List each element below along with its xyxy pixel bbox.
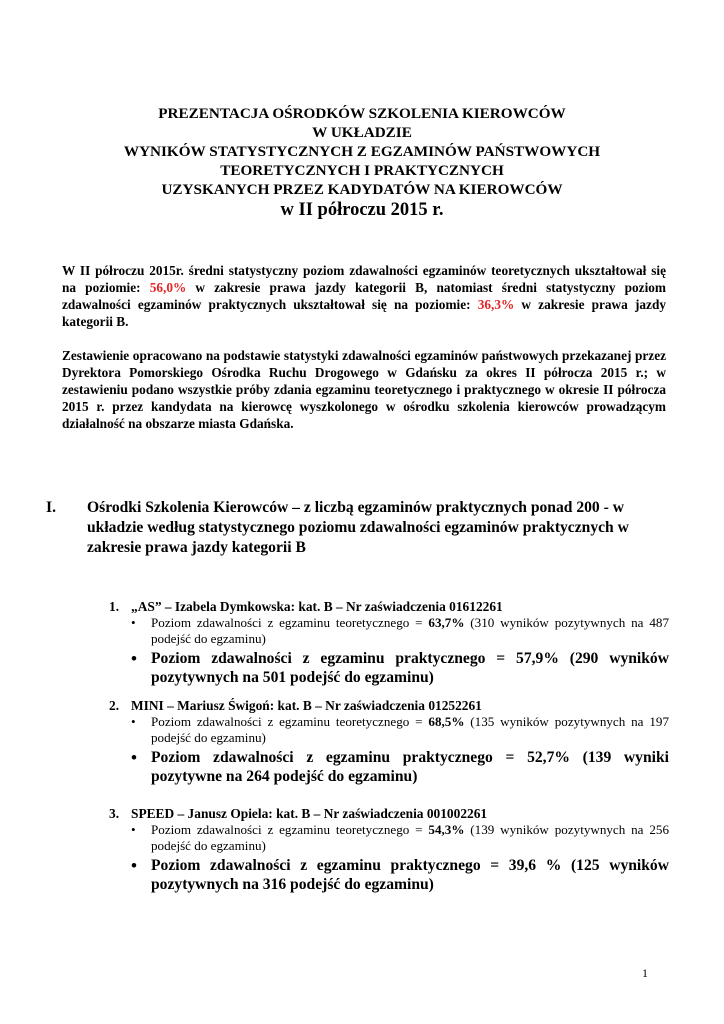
theory-value: 63,7% — [428, 615, 465, 630]
section-number: I. — [46, 499, 56, 516]
theory-result — [131, 822, 669, 854]
item-number: 1. — [109, 599, 120, 614]
theory-text-a: Poziom zdawalności z egzaminu teoretycznego = — [151, 714, 429, 729]
practice-text: Poziom zdawalności z egzaminu praktycznego = 39,6 % (125 wyników pozytywnych na 316 podejść do egzaminu) — [151, 857, 669, 893]
theory-text-b: (310 wyników pozytywnych na 487 podejść do egzaminu) — [151, 615, 669, 646]
school-heading — [109, 697, 669, 714]
theory-text-b: (135 wyników pozytywnych na 197 podejść do egzaminu) — [151, 714, 669, 745]
bullet-icon: • — [131, 615, 136, 630]
school-name: SPEED – Janusz Opiela: kat. B – Nr zaświadczenia 001002261 — [131, 806, 488, 821]
bullet-icon: • — [131, 649, 137, 668]
document-title — [60, 104, 664, 222]
theory-value: 54,3% — [428, 822, 465, 837]
intro-text-b: w zakresie prawa jazdy kategorii B, natomiast średni statystyczny poziom zdawalności egzaminów praktycznych ukształtował się na poziomie: — [62, 280, 666, 313]
bullet-icon: • — [131, 714, 136, 729]
title-line-2: W UKŁADZIE — [312, 124, 412, 141]
practice-result — [131, 856, 669, 894]
title-line-5: UZYSKANYCH PRZEZ KADYDATÓW NA KIEROWCÓW — [161, 181, 563, 198]
list-item — [109, 697, 669, 786]
list-item — [109, 598, 669, 687]
bullet-icon: • — [131, 748, 137, 767]
item-number: 2. — [109, 698, 120, 713]
theory-text-a: Poziom zdawalności z egzaminu teoretycznego = — [151, 615, 429, 630]
practice-average-value: 36,3% — [477, 297, 515, 313]
list-item — [109, 805, 669, 894]
intro-text-c: w zakresie prawa jazdy kategorii B. — [62, 297, 666, 330]
title-line-1: PREZENTACJA OŚRODKÓW SZKOLENIA KIEROWCÓW — [158, 105, 566, 122]
section-heading — [46, 498, 676, 558]
bullet-icon: • — [131, 856, 137, 875]
intro-paragraph-method: Zestawienie opracowano na podstawie statystyki zdawalności egzaminów państwowych przekazanej przez Dyrektora Pomorskiego Ośrodka Ruchu Drogowego w Gdańsku za okres II półrocza 2015 r.; w zestawieniu podano wszystkie próby zdania egzaminu teoretycznego i praktycznego w okresie II półrocza 2015 r. przez kandydata na kierowcę wyszkolonego w ośrodku szkolenia kierowców prowadzącym działalność na obszarze miasta Gdańska. — [62, 348, 666, 432]
page-number: 1 — [642, 966, 648, 980]
practice-result — [131, 649, 669, 687]
school-name: „AS” – Izabela Dymkowska: kat. B – Nr zaświadczenia 01612261 — [131, 599, 503, 614]
theory-result — [131, 714, 669, 746]
practice-result — [131, 748, 669, 786]
theory-value: 68,5% — [428, 714, 465, 729]
theory-text-a: Poziom zdawalności z egzaminu teoretycznego = — [151, 822, 429, 837]
bullet-icon: • — [131, 822, 136, 837]
title-period: w II półroczu 2015 r. — [280, 200, 444, 220]
item-number: 3. — [109, 806, 120, 821]
theory-result — [131, 615, 669, 647]
intro-text-a: W II półroczu 2015r. średni statystyczny poziom zdawalności egzaminów teoretycznych ukształtował się na poziomie: — [62, 263, 666, 296]
intro-paragraph-averages — [62, 262, 666, 330]
school-heading — [109, 598, 669, 615]
theory-text-b: (139 wyników pozytywnych na 256 podejść do egzaminu) — [151, 822, 669, 853]
title-line-3: WYNIKÓW STATYSTYCZNYCH Z EGZAMINÓW PAŃSTWOWYCH — [123, 143, 601, 160]
school-name: MINI – Mariusz Świgoń: kat. B – Nr zaświadczenia 01252261 — [131, 698, 482, 713]
theory-average-value: 56,0% — [149, 280, 187, 296]
title-line-4: TEORETYCZNYCH I PRAKTYCZNYCH — [220, 162, 504, 179]
school-heading — [109, 805, 669, 822]
practice-text: Poziom zdawalności z egzaminu praktycznego = 52,7% (139 wyniki pozytywne na 264 podejść do egzaminu) — [151, 749, 669, 785]
section-text: Ośrodki Szkolenia Kierowców – z liczbą egzaminów praktycznych ponad 200 - w układzie według statystycznego poziomu zdawalności egzaminów praktycznych w zakresie prawa jazdy kategorii B — [87, 499, 629, 556]
practice-text: Poziom zdawalności z egzaminu praktycznego = 57,9% (290 wyników pozytywnych na 501 podejść do egzaminu) — [151, 650, 669, 686]
